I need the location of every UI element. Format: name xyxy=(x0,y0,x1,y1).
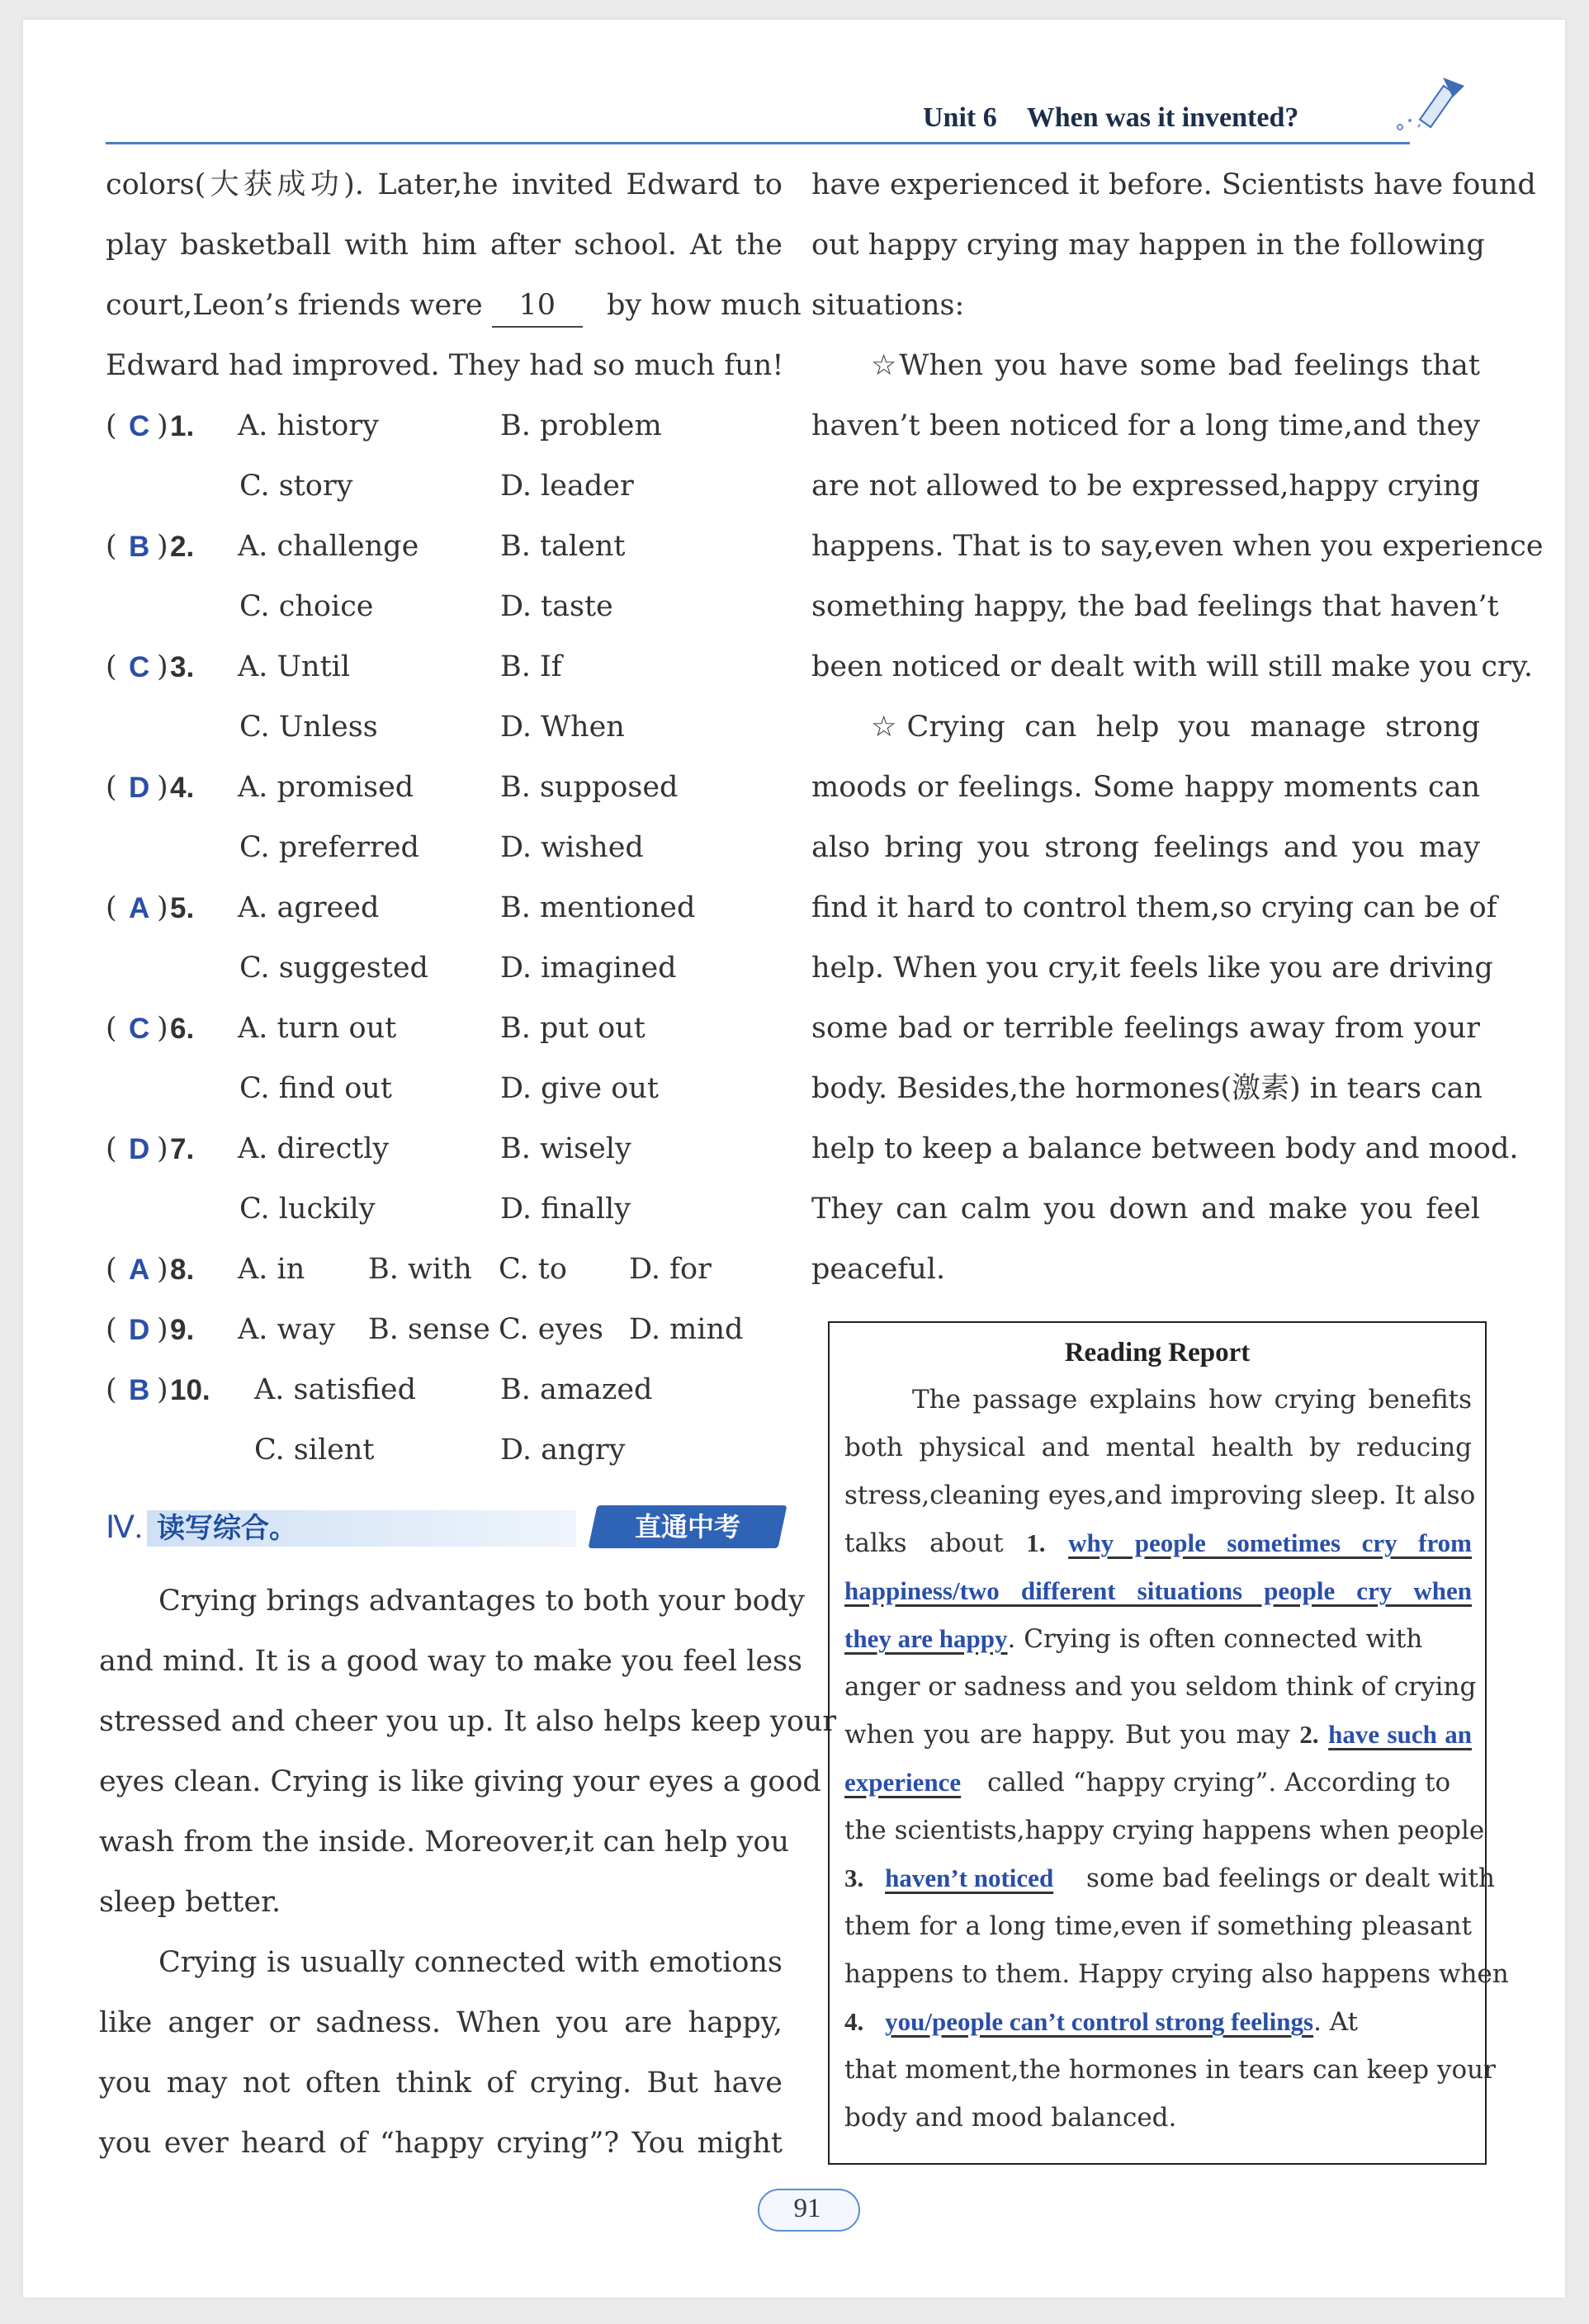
passage-line: happens. That is to say,even when you experience xyxy=(811,530,1544,563)
passage-line: something happy, the bad feelings that haven’t xyxy=(811,590,1499,623)
question-row: ( A ) 8. A. in B. with C. to D. for xyxy=(106,1240,783,1300)
report-line: the scientists,happy crying happens when people xyxy=(844,1816,1485,1845)
report-line-answer-4: 4. you/people can’t control strong feelings. At xyxy=(844,2007,1359,2037)
option-c: C. choice xyxy=(239,590,374,623)
passage-line: find it hard to control them,so crying can be of xyxy=(811,891,1497,924)
answer-letter: D xyxy=(129,772,150,804)
passage-line: some bad or terrible feelings away from your xyxy=(811,1012,1480,1045)
question-row-options xyxy=(106,938,783,999)
passage-line: ☆Crying can help you manage strong xyxy=(871,711,1480,744)
option-d: D. for xyxy=(629,1253,712,1286)
reading-passage-left xyxy=(99,1571,837,2174)
option-a: A. history xyxy=(238,409,379,442)
passage-line: play basketball with him after school. At the xyxy=(106,229,783,262)
header-title: When was it invented? xyxy=(1026,102,1299,133)
question-number: 9. xyxy=(170,1314,195,1346)
question-row-options xyxy=(106,1059,783,1119)
passage-line: colors(大获成功). Later,he invited Edward to xyxy=(106,168,783,201)
option-a: A. in xyxy=(238,1253,305,1286)
passage-line: Edward had improved. They had so much fun! xyxy=(106,349,784,382)
question-row-options xyxy=(106,456,783,517)
question-row-options xyxy=(106,1420,783,1481)
question-number: 10. xyxy=(170,1374,210,1406)
passage-line: been noticed or dealt with will still make you cry. xyxy=(811,650,1533,683)
report-line: happens to them. Happy crying also happens when xyxy=(844,1959,1509,1989)
answer-letter: A xyxy=(129,1254,150,1286)
passage-line: you may not often think of crying. But have xyxy=(99,2067,783,2100)
question-row: ( C ) 3. A. Until B. If xyxy=(106,637,783,697)
answer-letter: A xyxy=(129,892,150,924)
question-row: ( A ) 5. A. agreed B. mentioned xyxy=(106,878,783,938)
workbook-page xyxy=(23,20,1565,2298)
answer-letter: D xyxy=(129,1314,150,1346)
option-a: A. way xyxy=(238,1313,336,1346)
option-b: B. sense xyxy=(368,1313,490,1346)
option-a: A. promised xyxy=(238,771,414,804)
passage-line: have experienced it before. Scientists have found xyxy=(811,168,1536,201)
question-row-options xyxy=(106,818,783,878)
option-c: C. suggested xyxy=(239,952,428,985)
pencil-icon xyxy=(1385,69,1476,147)
report-line: stress,cleaning eyes,and improving sleep. It also xyxy=(844,1481,1476,1510)
passage-line: haven’t been noticed for a long time,and they xyxy=(811,409,1480,442)
question-number: 6. xyxy=(170,1013,195,1045)
option-d: D. finally xyxy=(500,1193,631,1226)
option-c: C. story xyxy=(239,470,353,503)
header-unit: Unit 6 xyxy=(923,102,997,133)
passage-line: Crying brings advantages to both your body xyxy=(158,1585,805,1618)
option-d: D. wished xyxy=(500,831,644,864)
report-line-answer-1: talks about 1. why people sometimes cry from xyxy=(844,1528,1472,1558)
option-d: D. taste xyxy=(500,590,613,623)
question-row: ( B ) 10. A. satisfied B. amazed xyxy=(106,1360,783,1420)
passage-line: and mind. It is a good way to make you feel less xyxy=(99,1645,803,1678)
reading-passage-right xyxy=(811,155,1544,1300)
question-row: ( C ) 1. A. history B. problem xyxy=(106,396,783,456)
option-d: D. angry xyxy=(500,1434,626,1467)
passage-line: They can calm you down and make you feel xyxy=(811,1193,1480,1226)
page-header xyxy=(923,102,1298,134)
option-b: B. supposed xyxy=(500,771,679,804)
option-a: A. Until xyxy=(238,650,351,683)
answer-letter: B xyxy=(129,531,150,563)
question-number: 5. xyxy=(170,892,195,924)
report-line-answer-1: they are happy. Crying is often connected with xyxy=(844,1624,1423,1654)
passage-line: are not allowed to be expressed,happy crying xyxy=(811,470,1480,503)
passage-line: out happy crying may happen in the following xyxy=(811,229,1485,262)
option-b: B. put out xyxy=(500,1012,646,1045)
report-line-answer-2: when you are happy. But you may 2. have such an xyxy=(844,1720,1473,1750)
passage-line: sleep better. xyxy=(99,1886,281,1919)
answer-blank-10: 10 xyxy=(492,285,583,328)
passage-line: help to keep a balance between body and mood. xyxy=(811,1132,1519,1165)
report-line: them for a long time,even if something pleasant xyxy=(844,1911,1472,1941)
report-line: The passage explains how crying benefits xyxy=(912,1385,1472,1415)
report-line-answer-1 xyxy=(844,1567,1472,1615)
passage-line: also bring you strong feelings and you may xyxy=(811,831,1480,864)
passage-line: situations: xyxy=(811,289,965,322)
option-b: B. If xyxy=(500,650,562,683)
passage-line: peaceful. xyxy=(811,1253,946,1286)
option-d: D. imagined xyxy=(500,952,677,985)
passage-line: stressed and cheer you up. It also helps keep your xyxy=(99,1705,837,1738)
report-line: body and mood balanced. xyxy=(844,2103,1177,2133)
answer-letter: C xyxy=(129,651,150,683)
answer-1-part1: why people sometimes cry from xyxy=(1068,1528,1472,1557)
section-title-bar: 读写综合。 xyxy=(147,1510,576,1547)
section-4-header xyxy=(106,1505,783,1552)
option-c: C. find out xyxy=(239,1072,392,1105)
answer-1-part2: happiness/two different situations people cry when xyxy=(844,1576,1472,1605)
left-column-passage xyxy=(106,155,802,396)
option-b: B. talent xyxy=(500,530,626,563)
option-b: B. wisely xyxy=(500,1132,631,1165)
report-line-answer-3: 3. haven’t noticed some bad feelings or dealt with xyxy=(844,1863,1495,1893)
report-line: both physical and mental health by reducing xyxy=(844,1433,1472,1462)
option-a: A. satisfied xyxy=(254,1373,417,1406)
passage-line: ☆When you have some bad feelings that xyxy=(871,349,1480,382)
option-c: C. Unless xyxy=(239,711,378,744)
answer-letter: D xyxy=(129,1133,150,1165)
question-row: ( C ) 6. A. turn out B. put out xyxy=(106,999,783,1059)
passage-line: moods or feelings. Some happy moments can xyxy=(811,771,1480,804)
answer-letter: C xyxy=(129,410,150,442)
passage-line: wash from the inside. Moreover,it can help you xyxy=(99,1826,790,1859)
option-a: A. directly xyxy=(238,1132,390,1165)
answer-3: haven’t noticed xyxy=(885,1863,1054,1892)
answer-1-part3: they are happy xyxy=(844,1624,1008,1653)
option-c: C. luckily xyxy=(239,1193,376,1226)
option-c: C. silent xyxy=(254,1434,375,1467)
option-b: B. problem xyxy=(500,409,662,442)
passage-line: help. When you cry,it feels like you are driving xyxy=(811,952,1493,985)
passage-line: body. Besides,the hormones(激素) in tears can xyxy=(811,1072,1483,1105)
question-number: 7. xyxy=(170,1133,195,1165)
report-line-answer-2: experience called “happy crying”. According to xyxy=(844,1768,1451,1797)
question-row: ( D ) 9. A. way B. sense C. eyes D. mind xyxy=(106,1300,783,1360)
option-d: D. leader xyxy=(500,470,634,503)
page-number: 91 xyxy=(758,2185,857,2232)
option-a: A. agreed xyxy=(238,891,380,924)
question-number: 3. xyxy=(170,651,195,683)
reading-report-box xyxy=(828,1321,1509,2165)
passage-line-with-blank: court,Leon’s friends were 10 by how much xyxy=(106,276,783,336)
option-a: A. turn out xyxy=(238,1012,397,1045)
option-d: D. mind xyxy=(629,1313,744,1346)
question-number: 4. xyxy=(170,772,195,804)
question-row-options xyxy=(106,697,783,758)
header-rule xyxy=(106,142,1410,144)
report-line: anger or sadness and you seldom think of crying xyxy=(844,1672,1477,1702)
question-number: 8. xyxy=(170,1254,195,1286)
question-row: ( D ) 7. A. directly B. wisely xyxy=(106,1119,783,1179)
option-d: D. give out xyxy=(500,1072,659,1105)
answer-letter: C xyxy=(129,1013,150,1045)
option-c: C. to xyxy=(499,1253,567,1286)
option-c: C. eyes xyxy=(499,1313,603,1346)
answer-letter: B xyxy=(129,1374,150,1406)
question-row-options xyxy=(106,577,783,637)
reading-report-title: Reading Report xyxy=(1064,1338,1251,1367)
passage-line: eyes clean. Crying is like giving your eyes a good xyxy=(99,1765,821,1798)
question-number: 2. xyxy=(170,531,195,563)
option-c: C. preferred xyxy=(239,831,419,864)
passage-line: like anger or sadness. When you are happy, xyxy=(99,2006,783,2039)
answer-2-part1: have such an xyxy=(1328,1720,1473,1749)
option-b: B. amazed xyxy=(500,1373,653,1406)
question-row: ( B ) 2. A. challenge B. talent xyxy=(106,517,783,577)
question-number: 1. xyxy=(170,410,195,442)
answer-2-part2: experience xyxy=(844,1768,962,1797)
exam-badge: 直通中考 xyxy=(588,1505,787,1548)
report-line: that moment,the hormones in tears can keep your xyxy=(844,2055,1496,2085)
passage-line: you ever heard of “happy crying”? You might xyxy=(99,2127,783,2160)
question-row-options xyxy=(106,1179,783,1240)
answer-4: you/people can’t control strong feelings xyxy=(885,2007,1314,2036)
question-row: ( D ) 4. A. promised B. supposed xyxy=(106,758,783,818)
passage-line: Crying is usually connected with emotions xyxy=(158,1946,783,1979)
option-a: A. challenge xyxy=(238,530,419,563)
option-b: B. mentioned xyxy=(500,891,696,924)
section-number: Ⅳ. xyxy=(106,1510,143,1545)
option-d: D. When xyxy=(500,711,625,744)
option-b: B. with xyxy=(368,1253,472,1286)
